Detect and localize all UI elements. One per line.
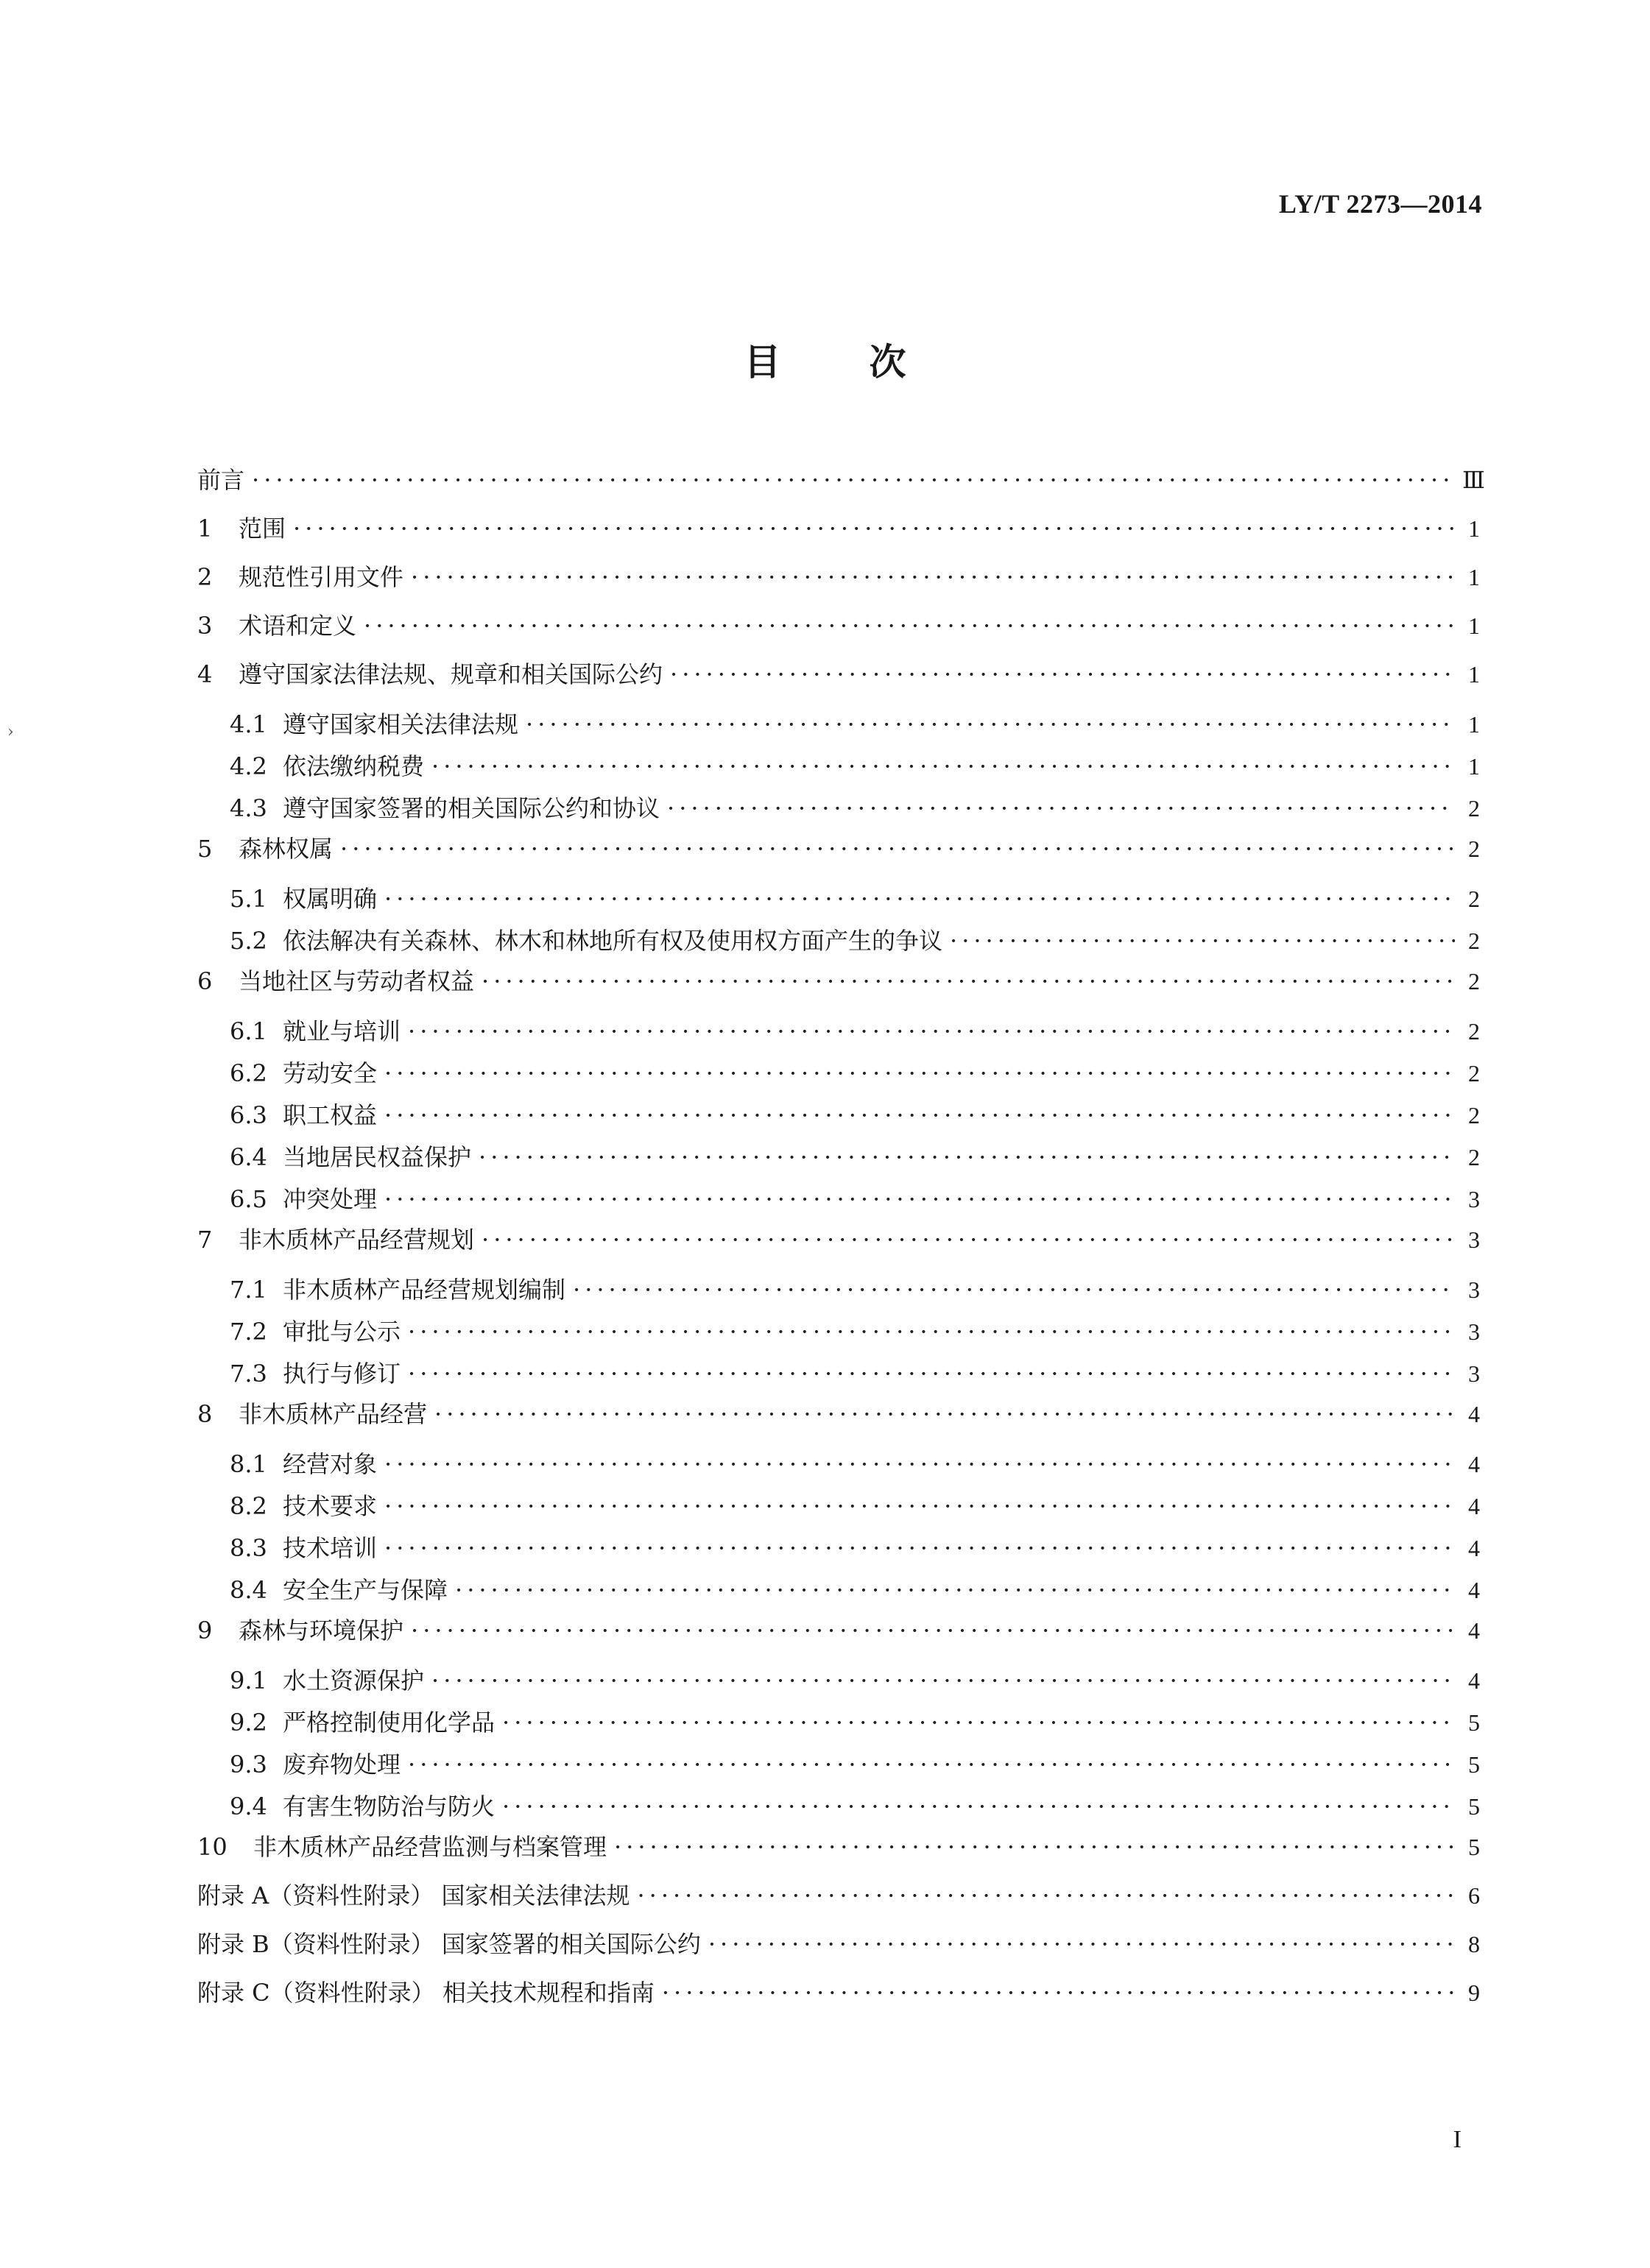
- toc-entry-label: 当地居民权益保护: [283, 1143, 472, 1171]
- toc-entry-number: 6.5: [230, 1185, 267, 1213]
- toc-entry-page: 2: [1468, 1102, 1480, 1128]
- toc-entry[interactable]: [197, 1138, 1480, 1180]
- toc-leader-dots: [384, 1491, 1455, 1521]
- toc-entry[interactable]: [197, 1613, 1480, 1661]
- toc-entry-page: 4: [1468, 1493, 1480, 1519]
- toc-leader-dots: [384, 1533, 1455, 1563]
- toc-entry-label: 非木质林产品经营监测与档案管理: [253, 1833, 607, 1861]
- toc-entry-page: 3: [1468, 1318, 1480, 1345]
- toc-entry-number: 8.4: [230, 1576, 267, 1604]
- toc-entry[interactable]: [197, 462, 1485, 511]
- toc-entry[interactable]: [197, 964, 1480, 1012]
- toc-entry[interactable]: [197, 559, 1480, 608]
- toc-leader-dots: [950, 926, 1455, 955]
- toc-entry-label: 森林权属: [239, 835, 334, 863]
- toc-entry[interactable]: [197, 1829, 1480, 1878]
- toc-leader-dots: [364, 611, 1455, 640]
- toc-entry-page: 4: [1468, 1451, 1480, 1477]
- toc-leader-dots: [411, 1616, 1455, 1645]
- toc-leader-dots: [573, 1275, 1455, 1304]
- toc-entry[interactable]: [197, 880, 1480, 922]
- toc-entry[interactable]: [197, 1975, 1480, 2024]
- toc-entry-label: 遵守国家签署的相关国际公约和协议: [283, 794, 660, 822]
- toc-entry-page: 5: [1468, 1834, 1480, 1860]
- toc-entry-page: 9: [1468, 1979, 1480, 2006]
- toc-entry-number: 5.1: [230, 885, 267, 913]
- toc-entry[interactable]: [197, 831, 1480, 880]
- toc-leader-dots: [502, 1708, 1455, 1737]
- toc-entry-page: 5: [1468, 1751, 1480, 1778]
- toc-entry-number: 10: [197, 1833, 228, 1861]
- toc-entry-label: 技术培训: [283, 1534, 378, 1562]
- page-number: I: [1453, 2126, 1462, 2153]
- toc-entry-page: 1: [1468, 515, 1480, 542]
- toc-entry-number: 7.1: [230, 1276, 267, 1304]
- toc-leader-dots: [431, 1666, 1455, 1695]
- toc-entry-page: Ⅲ: [1462, 467, 1485, 493]
- table-of-contents: [197, 462, 1485, 2024]
- toc-entry-page: 3: [1468, 1226, 1480, 1253]
- toc-entry[interactable]: [197, 922, 1480, 964]
- toc-leader-dots: [411, 562, 1455, 592]
- toc-entry[interactable]: [197, 1571, 1480, 1613]
- toc-entry[interactable]: [197, 1661, 1480, 1703]
- toc-leader-dots: [293, 514, 1455, 543]
- toc-leader-dots: [479, 1142, 1455, 1172]
- toc-leader-dots: [384, 1184, 1455, 1214]
- toc-leader-dots: [482, 967, 1455, 996]
- toc-entry-page: 4: [1468, 1535, 1480, 1561]
- toc-entry-number: 9.1: [230, 1667, 267, 1695]
- toc-entry-number: 9: [197, 1617, 213, 1645]
- toc-entry[interactable]: [197, 1878, 1480, 1926]
- toc-entry-number: 6: [197, 967, 213, 995]
- toc-entry-label: 执行与修订: [283, 1360, 401, 1388]
- scan-mark: ›: [7, 723, 14, 741]
- toc-entry[interactable]: [197, 1926, 1480, 1975]
- toc-leader-dots: [708, 1929, 1455, 1959]
- toc-entry-page: 2: [1468, 886, 1480, 912]
- toc-entry-label: 严格控制使用化学品: [283, 1709, 496, 1737]
- toc-leader-dots: [384, 1059, 1455, 1088]
- toc-entry[interactable]: [197, 1745, 1480, 1787]
- toc-leader-dots: [482, 1225, 1455, 1254]
- toc-entry-number: 6.1: [230, 1017, 267, 1045]
- toc-entry-number: 9.4: [230, 1792, 267, 1820]
- toc-entry[interactable]: [197, 747, 1480, 789]
- toc-entry-label: 前言: [197, 466, 245, 494]
- toc-entry-number: 8.3: [230, 1534, 267, 1562]
- toc-entry-page: 5: [1468, 1709, 1480, 1736]
- toc-leader-dots: [614, 1832, 1455, 1862]
- toc-entry-page: 5: [1468, 1793, 1480, 1820]
- toc-entry[interactable]: [197, 1313, 1480, 1354]
- toc-entry-page: 3: [1468, 1186, 1480, 1212]
- toc-entry-number: 8: [197, 1400, 213, 1428]
- toc-entry-page: 6: [1468, 1882, 1480, 1909]
- toc-entry[interactable]: [197, 1271, 1480, 1313]
- toc-entry[interactable]: [197, 1487, 1480, 1529]
- toc-entry-number: 3: [197, 612, 213, 640]
- toc-entry-label: 非木质林产品经营: [239, 1400, 428, 1428]
- toc-entry-number: 9.3: [230, 1751, 267, 1778]
- toc-entry-page: 1: [1468, 753, 1480, 780]
- toc-entry[interactable]: [197, 1787, 1480, 1829]
- toc-entry-label: 范围: [239, 515, 286, 543]
- toc-entry-page: 2: [1468, 1018, 1480, 1045]
- toc-leader-dots: [384, 884, 1455, 914]
- toc-entry[interactable]: [197, 657, 1480, 705]
- toc-entry-page: 2: [1468, 968, 1480, 995]
- toc-entry-page: 1: [1468, 564, 1480, 590]
- toc-entry-number: 6.4: [230, 1143, 267, 1171]
- toc-entry-number: 5.2: [230, 927, 267, 955]
- toc-entry-page: 4: [1468, 1577, 1480, 1603]
- toc-entry-page: 2: [1468, 1144, 1480, 1170]
- toc-entry-label: 非木质林产品经营规划编制: [283, 1276, 566, 1304]
- toc-entry-number: 6.3: [230, 1101, 267, 1129]
- toc-leader-dots: [455, 1575, 1455, 1605]
- toc-entry-number: 1: [197, 515, 213, 543]
- toc-entry-page: 4: [1468, 1667, 1480, 1694]
- toc-leader-dots: [384, 1101, 1455, 1130]
- toc-entry[interactable]: [197, 1012, 1480, 1054]
- toc-entry[interactable]: [197, 1529, 1480, 1571]
- toc-entry-label: 水土资源保护: [283, 1667, 425, 1695]
- toc-entry-page: 4: [1468, 1617, 1480, 1644]
- toc-entry-label: 就业与培训: [283, 1017, 401, 1045]
- toc-entry[interactable]: [197, 608, 1480, 657]
- toc-entry[interactable]: [197, 1703, 1480, 1745]
- toc-entry-label: 附录 C（资料性附录） 相关技术规程和指南: [197, 1979, 655, 2007]
- toc-entry-number: 6.2: [230, 1059, 267, 1087]
- toc-entry[interactable]: [197, 1396, 1480, 1445]
- toc-entry-label: 非木质林产品经营规划: [239, 1226, 475, 1254]
- toc-leader-dots: [408, 1750, 1455, 1779]
- toc-entry[interactable]: [197, 789, 1480, 831]
- toc-entry-label: 劳动安全: [283, 1059, 378, 1087]
- toc-leader-dots: [502, 1792, 1455, 1821]
- toc-entry-label: 附录 B（资料性附录） 国家签署的相关国际公约: [197, 1930, 701, 1958]
- toc-entry[interactable]: [197, 705, 1480, 747]
- toc-entry[interactable]: [197, 1445, 1480, 1487]
- toc-leader-dots: [670, 660, 1455, 689]
- toc-entry-page: 2: [1468, 836, 1480, 862]
- toc-entry-label: 职工权益: [283, 1101, 378, 1129]
- toc-entry-page: 2: [1468, 1060, 1480, 1087]
- toc-entry-label: 遵守国家法律法规、规章和相关国际公约: [239, 660, 663, 688]
- toc-leader-dots: [408, 1317, 1455, 1346]
- toc-entry-page: 2: [1468, 928, 1480, 954]
- toc-leader-dots: [637, 1881, 1455, 1910]
- toc-entry-number: 7.2: [230, 1318, 267, 1346]
- toc-leader-dots: [667, 794, 1455, 823]
- toc-entry-number: 4.3: [230, 794, 267, 822]
- toc-entry-label: 权属明确: [283, 885, 378, 913]
- toc-entry-label: 附录 A（资料性附录） 国家相关法律法规: [197, 1882, 630, 1910]
- toc-leader-dots: [431, 752, 1455, 781]
- toc-entry-page: 1: [1468, 711, 1480, 738]
- toc-entry-page: 1: [1468, 612, 1480, 639]
- toc-leader-dots: [408, 1359, 1455, 1388]
- toc-leader-dots: [526, 710, 1455, 739]
- document-code: LY/T 2273—2014: [1278, 189, 1482, 219]
- toc-entry-label: 安全生产与保障: [283, 1576, 448, 1604]
- toc-leader-dots: [340, 834, 1455, 863]
- toc-entry-label: 规范性引用文件: [239, 563, 404, 591]
- toc-entry-number: 4.2: [230, 752, 267, 780]
- toc-entry-label: 当地社区与劳动者权益: [239, 967, 475, 995]
- toc-leader-dots: [384, 1449, 1455, 1479]
- toc-entry-number: 4: [197, 660, 213, 688]
- toc-entry-label: 依法缴纳税费: [283, 752, 425, 780]
- toc-entry-number: 5: [197, 835, 213, 863]
- toc-entry-label: 依法解决有关森林、林木和林地所有权及使用权方面产生的争议: [283, 927, 943, 955]
- toc-entry[interactable]: [197, 1180, 1480, 1222]
- toc-entry-page: 4: [1468, 1401, 1480, 1427]
- toc-entry-number: 7: [197, 1226, 213, 1254]
- toc-entry-page: 1: [1468, 661, 1480, 688]
- toc-entry-label: 废弃物处理: [283, 1751, 401, 1778]
- toc-entry-page: 3: [1468, 1360, 1480, 1387]
- toc-leader-dots: [434, 1399, 1455, 1429]
- toc-entry[interactable]: [197, 1354, 1480, 1396]
- toc-entry-page: 2: [1468, 795, 1480, 822]
- toc-entry-label: 审批与公示: [283, 1318, 401, 1346]
- toc-entry-number: 7.3: [230, 1360, 267, 1388]
- toc-entry-page: 3: [1468, 1276, 1480, 1303]
- toc-entry[interactable]: [197, 1222, 1480, 1271]
- page-title: 目次: [744, 341, 995, 384]
- toc-entry-number: 2: [197, 563, 213, 591]
- toc-entry[interactable]: [197, 1096, 1480, 1138]
- toc-entry-label: 术语和定义: [239, 612, 357, 640]
- toc-entry[interactable]: [197, 1054, 1480, 1096]
- toc-entry-number: 9.2: [230, 1709, 267, 1737]
- toc-entry-label: 遵守国家相关法律法规: [283, 710, 519, 738]
- toc-entry-number: 8.1: [230, 1450, 267, 1478]
- toc-entry-number: 8.2: [230, 1492, 267, 1520]
- toc-entry-label: 技术要求: [283, 1492, 378, 1520]
- toc-entry-label: 有害生物防治与防火: [283, 1792, 496, 1820]
- toc-leader-dots: [408, 1017, 1455, 1046]
- toc-entry-number: 4.1: [230, 710, 267, 738]
- toc-entry-label: 冲突处理: [283, 1185, 378, 1213]
- toc-leader-dots: [662, 1978, 1455, 2007]
- toc-entry-page: 8: [1468, 1931, 1480, 1957]
- toc-leader-dots: [252, 465, 1455, 495]
- toc-entry-label: 森林与环境保护: [239, 1617, 404, 1645]
- toc-entry[interactable]: [197, 511, 1480, 559]
- toc-entry-label: 经营对象: [283, 1450, 378, 1478]
